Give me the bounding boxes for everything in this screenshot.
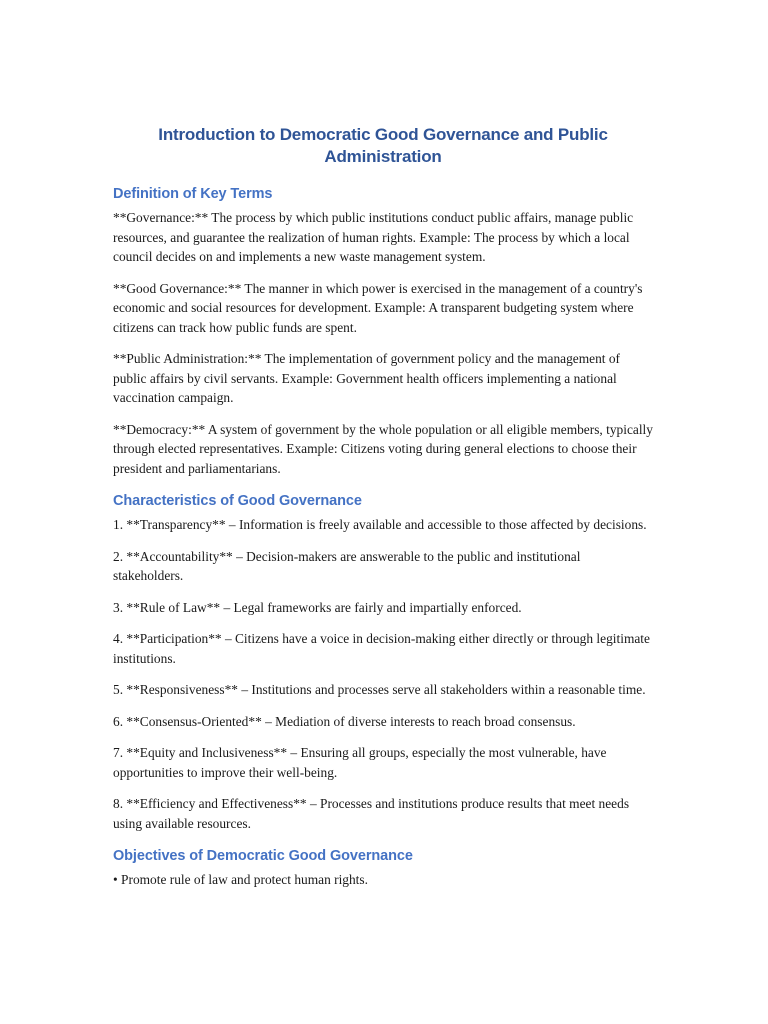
- list-item: 6. **Consensus-Oriented** – Mediation of diverse interests to reach broad consensus.: [113, 713, 576, 729]
- section-key-terms: [113, 183, 653, 478]
- list-item: 7. **Equity and Inclusiveness** – Ensuring all groups, especially the most vulnerable, have opportunities to improve their well-being.: [113, 745, 607, 780]
- document-body: [113, 124, 653, 902]
- definition-good-governance: **Good Governance:** The manner in which power is exercised in the management of a country's economic and social resources for development. Example: A transparent budgeting system where citizens can track how public funds are spent.: [113, 280, 643, 335]
- definition-governance: **Governance:** The process by which public institutions conduct public affairs, manage public resources, and guarantee the realization of human rights. Example: The process by which a local council decides on and implements a new waste management system.: [113, 210, 634, 264]
- document-title: Introduction to Democratic Good Governance and Public Administration: [158, 125, 608, 166]
- list-item: 2. **Accountability** – Decision-makers are answerable to the public and institutional stakeholders.: [113, 548, 581, 583]
- section-characteristics: [113, 490, 653, 833]
- section-heading: Objectives of Democratic Good Governance: [113, 848, 413, 864]
- list-item: 5. **Responsiveness** – Institutions and processes serve all stakeholders within a reasonable time.: [113, 682, 646, 697]
- definition-public-administration: **Public Administration:** The implementation of government policy and the management of public affairs by civil servants. Example: Government health officers implementing a national vaccination campaign.: [113, 351, 621, 405]
- section-heading: Characteristics of Good Governance: [113, 493, 362, 509]
- section-objectives: [113, 845, 653, 890]
- list-item: 3. **Rule of Law** – Legal frameworks are fairly and impartially enforced.: [113, 599, 522, 615]
- section-heading: Definition of Key Terms: [113, 186, 273, 202]
- list-item: 1. **Transparency** – Information is freely available and accessible to those affected by decisions.: [113, 517, 647, 532]
- definition-democracy: **Democracy:** A system of government by the whole population or all eligible members, typically through elected representatives. Example: Citizens voting during general elections to choose their president and parliamentarians.: [113, 421, 653, 476]
- bullet-item: • Promote rule of law and protect human rights.: [113, 872, 368, 887]
- list-item: 4. **Participation** – Citizens have a voice in decision-making either directly or through legitimate institutions.: [113, 631, 650, 666]
- list-item: 8. **Efficiency and Effectiveness** – Processes and institutions produce results that meet needs using available resources.: [113, 796, 630, 831]
